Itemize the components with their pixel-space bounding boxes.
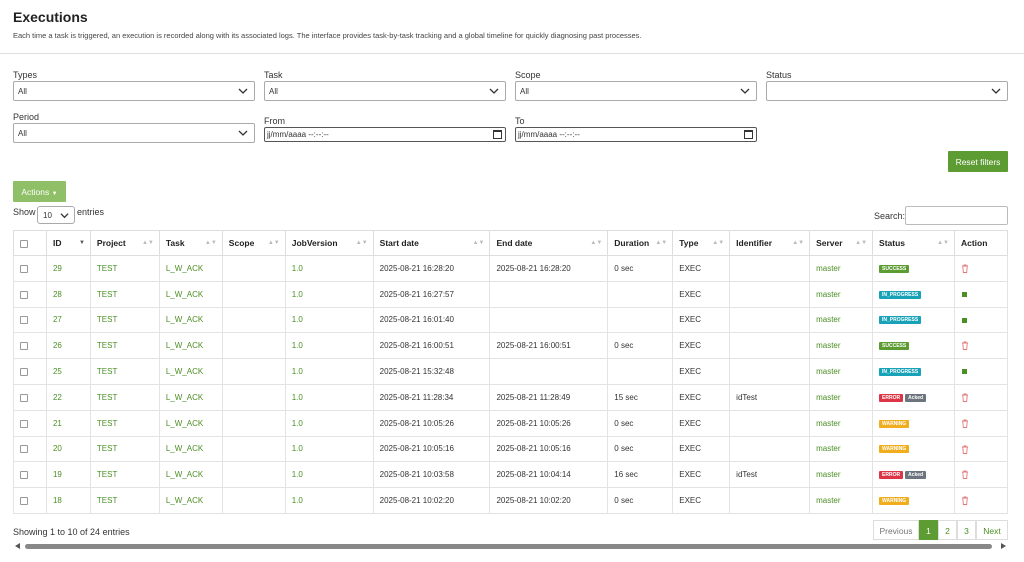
- acked-badge: Acked: [905, 471, 926, 479]
- cell-project[interactable]: TEST: [90, 307, 159, 333]
- row-select-cell: [14, 384, 47, 410]
- table-row[interactable]: [14, 384, 1008, 410]
- cell-action: [954, 488, 1007, 514]
- column-header-server[interactable]: [810, 231, 873, 256]
- sort-icon: ▲▼: [590, 240, 603, 246]
- calendar-icon[interactable]: [493, 130, 502, 139]
- status-badge: WARNING: [879, 445, 909, 453]
- executions-table: [13, 230, 1008, 514]
- cell-id[interactable]: 20: [46, 436, 90, 462]
- cell-action: [954, 359, 1007, 385]
- page-1-button[interactable]: 1: [919, 520, 938, 540]
- from-label: From: [264, 116, 285, 126]
- cell-jobversion[interactable]: 1.0: [285, 307, 373, 333]
- table-row[interactable]: [14, 359, 1008, 385]
- entries-label: entries: [77, 207, 105, 217]
- period-label: Period: [13, 112, 40, 122]
- cell-action: [954, 384, 1007, 410]
- cell-identifier: [730, 410, 810, 436]
- cell-project[interactable]: TEST: [90, 333, 159, 359]
- cell-status: [873, 488, 955, 514]
- cell-action: [954, 333, 1007, 359]
- status-badge: SUCCESS: [879, 342, 909, 350]
- cell-project[interactable]: TEST: [90, 436, 159, 462]
- chevron-down-icon: [238, 86, 248, 96]
- cell-jobversion[interactable]: 1.0: [285, 281, 373, 307]
- period-select[interactable]: [13, 123, 255, 143]
- cell-id[interactable]: 18: [46, 488, 90, 514]
- row-select-cell: [14, 410, 47, 436]
- cell-type: EXEC: [673, 281, 730, 307]
- cell-id[interactable]: 19: [46, 462, 90, 488]
- cell-duration: 0 sec: [608, 333, 673, 359]
- row-checkbox[interactable]: [20, 342, 28, 350]
- column-header-identifier[interactable]: [730, 231, 810, 256]
- search-label: Search:: [874, 211, 906, 221]
- column-header-type[interactable]: [673, 231, 730, 256]
- column-header-task[interactable]: [159, 231, 222, 256]
- cell-id[interactable]: 29: [46, 256, 90, 282]
- column-header-id[interactable]: [46, 231, 90, 256]
- cell-start-date: 2025-08-21 10:05:16: [373, 436, 490, 462]
- cell-action: [954, 307, 1007, 333]
- cell-jobversion[interactable]: 1.0: [285, 488, 373, 514]
- sort-icon: ▲▼: [937, 240, 949, 246]
- cell-duration: 0 sec: [608, 410, 673, 436]
- cell-project[interactable]: TEST: [90, 410, 159, 436]
- search-input[interactable]: [905, 206, 1008, 225]
- cell-server[interactable]: master: [810, 307, 873, 333]
- column-header-label: Identifier: [736, 238, 773, 248]
- status-badge: IN_PROGRESS: [879, 368, 921, 376]
- cell-jobversion[interactable]: 1.0: [285, 410, 373, 436]
- cell-identifier: [730, 488, 810, 514]
- acked-badge: Acked: [905, 394, 926, 402]
- cell-duration: 0 sec: [608, 488, 673, 514]
- cell-task[interactable]: L_W_ACK: [159, 410, 222, 436]
- status-badge: IN_PROGRESS: [879, 316, 921, 324]
- status-label: Status: [766, 70, 792, 80]
- cell-identifier: [730, 333, 810, 359]
- cell-id[interactable]: 27: [46, 307, 90, 333]
- row-checkbox[interactable]: [20, 291, 28, 299]
- cell-end-date: 2025-08-21 10:04:14: [490, 462, 608, 488]
- cell-type: EXEC: [673, 462, 730, 488]
- cell-project[interactable]: TEST: [90, 384, 159, 410]
- cell-status: [873, 256, 955, 282]
- cell-task[interactable]: L_W_ACK: [159, 281, 222, 307]
- cell-id[interactable]: 25: [46, 359, 90, 385]
- row-select-cell: [14, 281, 47, 307]
- cell-project[interactable]: TEST: [90, 359, 159, 385]
- page-2-button[interactable]: 2: [938, 520, 957, 540]
- sort-icon: ▲▼: [472, 240, 485, 246]
- cell-status: [873, 410, 955, 436]
- select-all-checkbox[interactable]: [20, 240, 28, 248]
- to-label: To: [515, 116, 525, 126]
- sort-icon: ▲▼: [655, 240, 668, 246]
- trash-icon[interactable]: [961, 470, 969, 479]
- cell-project[interactable]: TEST: [90, 462, 159, 488]
- trash-icon[interactable]: [961, 393, 969, 402]
- cell-duration: 16 sec: [608, 462, 673, 488]
- status-select[interactable]: [766, 81, 1008, 101]
- cell-duration: 15 sec: [608, 384, 673, 410]
- from-date-value: jj/mm/aaaa --:--:--: [267, 130, 329, 139]
- cell-identifier: idTest: [730, 462, 810, 488]
- row-checkbox[interactable]: [20, 368, 28, 376]
- trash-icon[interactable]: [961, 496, 969, 505]
- cell-start-date: 2025-08-21 15:32:48: [373, 359, 490, 385]
- cell-action: [954, 256, 1007, 282]
- to-date-input[interactable]: [515, 127, 757, 142]
- cell-task[interactable]: L_W_ACK: [159, 256, 222, 282]
- cell-end-date: 2025-08-21 16:28:20: [490, 256, 608, 282]
- types-select[interactable]: [13, 81, 255, 101]
- page-3-button[interactable]: 3: [957, 520, 976, 540]
- cell-id[interactable]: 28: [46, 281, 90, 307]
- horizontal-scrollbar[interactable]: [13, 542, 1008, 550]
- column-header-label: Task: [165, 238, 185, 248]
- sort-icon: ▲▼: [855, 240, 868, 246]
- cell-server[interactable]: master: [810, 410, 873, 436]
- cell-status: [873, 436, 955, 462]
- reset-filters-button[interactable]: Reset filters: [948, 151, 1008, 172]
- row-select-cell: [14, 307, 47, 333]
- cell-end-date: [490, 359, 608, 385]
- cell-start-date: 2025-08-21 10:02:20: [373, 488, 490, 514]
- next-page-button[interactable]: Next: [976, 520, 1008, 540]
- scope-select[interactable]: [515, 81, 757, 101]
- cell-jobversion[interactable]: 1.0: [285, 359, 373, 385]
- row-checkbox[interactable]: [20, 420, 28, 428]
- cell-start-date: 2025-08-21 11:28:34: [373, 384, 490, 410]
- cell-status: [873, 359, 955, 385]
- sort-icon: ▲▼: [204, 240, 217, 246]
- column-header-label: Server: [816, 238, 843, 248]
- from-date-input[interactable]: [264, 127, 506, 142]
- column-header-label: JobVersion: [291, 238, 338, 248]
- chevron-down-icon: [740, 86, 750, 96]
- trash-icon[interactable]: [961, 445, 969, 454]
- previous-page-button[interactable]: Previous: [873, 520, 919, 540]
- row-checkbox[interactable]: [20, 445, 28, 453]
- cell-scope: [222, 307, 285, 333]
- column-header-project[interactable]: [90, 231, 159, 256]
- status-badge: SUCCESS: [879, 265, 909, 273]
- status-badge: IN_PROGRESS: [879, 291, 921, 299]
- cell-status: [873, 281, 955, 307]
- cell-type: EXEC: [673, 307, 730, 333]
- sort-icon: ▲▼: [267, 240, 280, 246]
- calendar-icon[interactable]: [744, 130, 753, 139]
- cell-project[interactable]: TEST: [90, 256, 159, 282]
- table-row[interactable]: [14, 462, 1008, 488]
- actions-label: Actions: [21, 187, 50, 197]
- column-header-scope[interactable]: [222, 231, 285, 256]
- cell-server[interactable]: master: [810, 281, 873, 307]
- cell-end-date: [490, 281, 608, 307]
- cell-type: EXEC: [673, 256, 730, 282]
- cell-duration: [608, 307, 673, 333]
- caret-down-icon: ▼: [51, 191, 58, 197]
- trash-icon[interactable]: [961, 341, 969, 350]
- table-info: Showing 1 to 10 of 24 entries: [13, 527, 130, 537]
- stop-icon[interactable]: [962, 369, 967, 374]
- cell-type: EXEC: [673, 436, 730, 462]
- task-value: All: [269, 87, 278, 96]
- scope-label: Scope: [515, 70, 541, 80]
- cell-identifier: [730, 436, 810, 462]
- sort-icon: ▲▼: [355, 240, 368, 246]
- cell-start-date: 2025-08-21 10:05:26: [373, 410, 490, 436]
- cell-status: [873, 462, 955, 488]
- cell-task[interactable]: L_W_ACK: [159, 488, 222, 514]
- entries-select[interactable]: [37, 206, 75, 224]
- scrollbar-thumb[interactable]: [25, 544, 992, 549]
- cell-scope: [222, 384, 285, 410]
- trash-icon[interactable]: [961, 264, 969, 273]
- cell-identifier: idTest: [730, 384, 810, 410]
- cell-jobversion[interactable]: 1.0: [285, 384, 373, 410]
- stop-icon[interactable]: [962, 318, 967, 323]
- table-row[interactable]: [14, 410, 1008, 436]
- column-header-label: Start date: [379, 238, 419, 248]
- sort-desc-icon: ▼: [78, 240, 85, 246]
- to-date-value: jj/mm/aaaa --:--:--: [518, 130, 580, 139]
- row-checkbox[interactable]: [20, 316, 28, 324]
- cell-duration: 0 sec: [608, 436, 673, 462]
- stop-icon[interactable]: [962, 292, 967, 297]
- select-all-header: [14, 231, 47, 256]
- column-header-label: Duration: [614, 238, 650, 248]
- column-header-jobversion[interactable]: [285, 231, 373, 256]
- cell-end-date: 2025-08-21 16:00:51: [490, 333, 608, 359]
- row-checkbox[interactable]: [20, 394, 28, 402]
- task-label: Task: [264, 70, 283, 80]
- row-checkbox[interactable]: [20, 265, 28, 273]
- status-badge: ERROR: [879, 471, 903, 479]
- cell-type: EXEC: [673, 410, 730, 436]
- cell-start-date: 2025-08-21 16:01:40: [373, 307, 490, 333]
- cell-jobversion[interactable]: 1.0: [285, 436, 373, 462]
- column-header-label: Type: [679, 238, 699, 248]
- column-header-duration[interactable]: [608, 231, 673, 256]
- row-select-cell: [14, 333, 47, 359]
- cell-task[interactable]: L_W_ACK: [159, 359, 222, 385]
- cell-server[interactable]: master: [810, 436, 873, 462]
- chevron-down-icon: [991, 86, 1001, 96]
- cell-action: [954, 281, 1007, 307]
- cell-start-date: 2025-08-21 16:27:57: [373, 281, 490, 307]
- cell-identifier: [730, 281, 810, 307]
- column-header-start-date[interactable]: [373, 231, 490, 256]
- cell-server[interactable]: master: [810, 384, 873, 410]
- actions-button[interactable]: [13, 181, 66, 202]
- row-checkbox[interactable]: [20, 497, 28, 505]
- status-badge: ERROR: [879, 394, 903, 402]
- column-header-label: Project: [96, 238, 126, 248]
- cell-identifier: [730, 256, 810, 282]
- cell-jobversion[interactable]: 1.0: [285, 256, 373, 282]
- cell-status: [873, 333, 955, 359]
- sort-icon: ▲▼: [712, 240, 725, 246]
- cell-end-date: 2025-08-21 11:28:49: [490, 384, 608, 410]
- cell-type: EXEC: [673, 359, 730, 385]
- cell-end-date: 2025-08-21 10:05:16: [490, 436, 608, 462]
- cell-server[interactable]: master: [810, 488, 873, 514]
- cell-jobversion[interactable]: 1.0: [285, 462, 373, 488]
- cell-scope: [222, 410, 285, 436]
- cell-scope: [222, 462, 285, 488]
- cell-end-date: [490, 307, 608, 333]
- page-title: Executions: [13, 9, 88, 25]
- cell-id[interactable]: 21: [46, 410, 90, 436]
- sort-icon: ▲▼: [141, 240, 154, 246]
- cell-scope: [222, 436, 285, 462]
- status-badge: WARNING: [879, 420, 909, 428]
- row-select-cell: [14, 436, 47, 462]
- table-body: [14, 256, 1008, 514]
- types-label: Types: [13, 70, 38, 80]
- cell-scope: [222, 333, 285, 359]
- table-row[interactable]: [14, 256, 1008, 282]
- cell-server[interactable]: master: [810, 333, 873, 359]
- page-description: Each time a task is triggered, an execution is recorded along with its associated logs. The interface provides task-by-task tracking and a global timeline for quickly diagnosing past processes.: [13, 31, 642, 40]
- column-header-status[interactable]: [873, 231, 955, 256]
- show-label: Show: [13, 207, 36, 217]
- table-row[interactable]: [14, 281, 1008, 307]
- cell-action: [954, 410, 1007, 436]
- column-header-label: Status: [879, 238, 906, 248]
- cell-task[interactable]: L_W_ACK: [159, 384, 222, 410]
- cell-identifier: [730, 359, 810, 385]
- entries-value: 10: [43, 211, 52, 220]
- chevron-down-icon: [489, 86, 499, 96]
- scroll-right-icon[interactable]: [1001, 543, 1006, 549]
- status-badge: WARNING: [879, 497, 909, 505]
- cell-task[interactable]: L_W_ACK: [159, 307, 222, 333]
- period-value: All: [18, 129, 27, 138]
- chevron-down-icon: [60, 211, 69, 220]
- cell-type: EXEC: [673, 333, 730, 359]
- scroll-left-icon[interactable]: [15, 543, 20, 549]
- trash-icon[interactable]: [961, 419, 969, 428]
- table-row[interactable]: [14, 488, 1008, 514]
- types-value: All: [18, 87, 27, 96]
- cell-identifier: [730, 307, 810, 333]
- cell-status: [873, 307, 955, 333]
- cell-scope: [222, 256, 285, 282]
- cell-id[interactable]: 22: [46, 384, 90, 410]
- cell-task[interactable]: L_W_ACK: [159, 436, 222, 462]
- table-row[interactable]: [14, 333, 1008, 359]
- cell-project[interactable]: TEST: [90, 488, 159, 514]
- column-header-label: Action: [960, 238, 988, 248]
- table-row[interactable]: [14, 307, 1008, 333]
- column-header-label: ID: [52, 238, 62, 248]
- cell-task[interactable]: L_W_ACK: [159, 462, 222, 488]
- cell-type: EXEC: [673, 488, 730, 514]
- row-select-cell: [14, 488, 47, 514]
- cell-end-date: 2025-08-21 10:02:20: [490, 488, 608, 514]
- cell-duration: 0 sec: [608, 256, 673, 282]
- column-header-action: [954, 231, 1007, 256]
- chevron-down-icon: [238, 128, 248, 138]
- cell-action: [954, 462, 1007, 488]
- cell-server[interactable]: master: [810, 462, 873, 488]
- cell-type: EXEC: [673, 384, 730, 410]
- cell-start-date: 2025-08-21 16:00:51: [373, 333, 490, 359]
- cell-task[interactable]: L_W_ACK: [159, 333, 222, 359]
- column-header-end-date[interactable]: [490, 231, 608, 256]
- page-header: [0, 0, 1024, 54]
- cell-scope: [222, 359, 285, 385]
- cell-server[interactable]: master: [810, 359, 873, 385]
- cell-scope: [222, 488, 285, 514]
- cell-action: [954, 436, 1007, 462]
- row-checkbox[interactable]: [20, 471, 28, 479]
- table-row[interactable]: [14, 436, 1008, 462]
- table-header-row: [14, 231, 1008, 256]
- cell-start-date: 2025-08-21 10:03:58: [373, 462, 490, 488]
- cell-duration: [608, 359, 673, 385]
- row-select-cell: [14, 462, 47, 488]
- task-select[interactable]: [264, 81, 506, 101]
- cell-jobversion[interactable]: 1.0: [285, 333, 373, 359]
- row-select-cell: [14, 256, 47, 282]
- cell-duration: [608, 281, 673, 307]
- column-header-label: Scope: [228, 238, 255, 248]
- cell-server[interactable]: master: [810, 256, 873, 282]
- sort-icon: ▲▼: [792, 240, 805, 246]
- cell-project[interactable]: TEST: [90, 281, 159, 307]
- cell-start-date: 2025-08-21 16:28:20: [373, 256, 490, 282]
- cell-scope: [222, 281, 285, 307]
- row-select-cell: [14, 359, 47, 385]
- scope-value: All: [520, 87, 529, 96]
- cell-status: [873, 384, 955, 410]
- cell-id[interactable]: 26: [46, 333, 90, 359]
- column-header-label: End date: [496, 238, 533, 248]
- cell-end-date: 2025-08-21 10:05:26: [490, 410, 608, 436]
